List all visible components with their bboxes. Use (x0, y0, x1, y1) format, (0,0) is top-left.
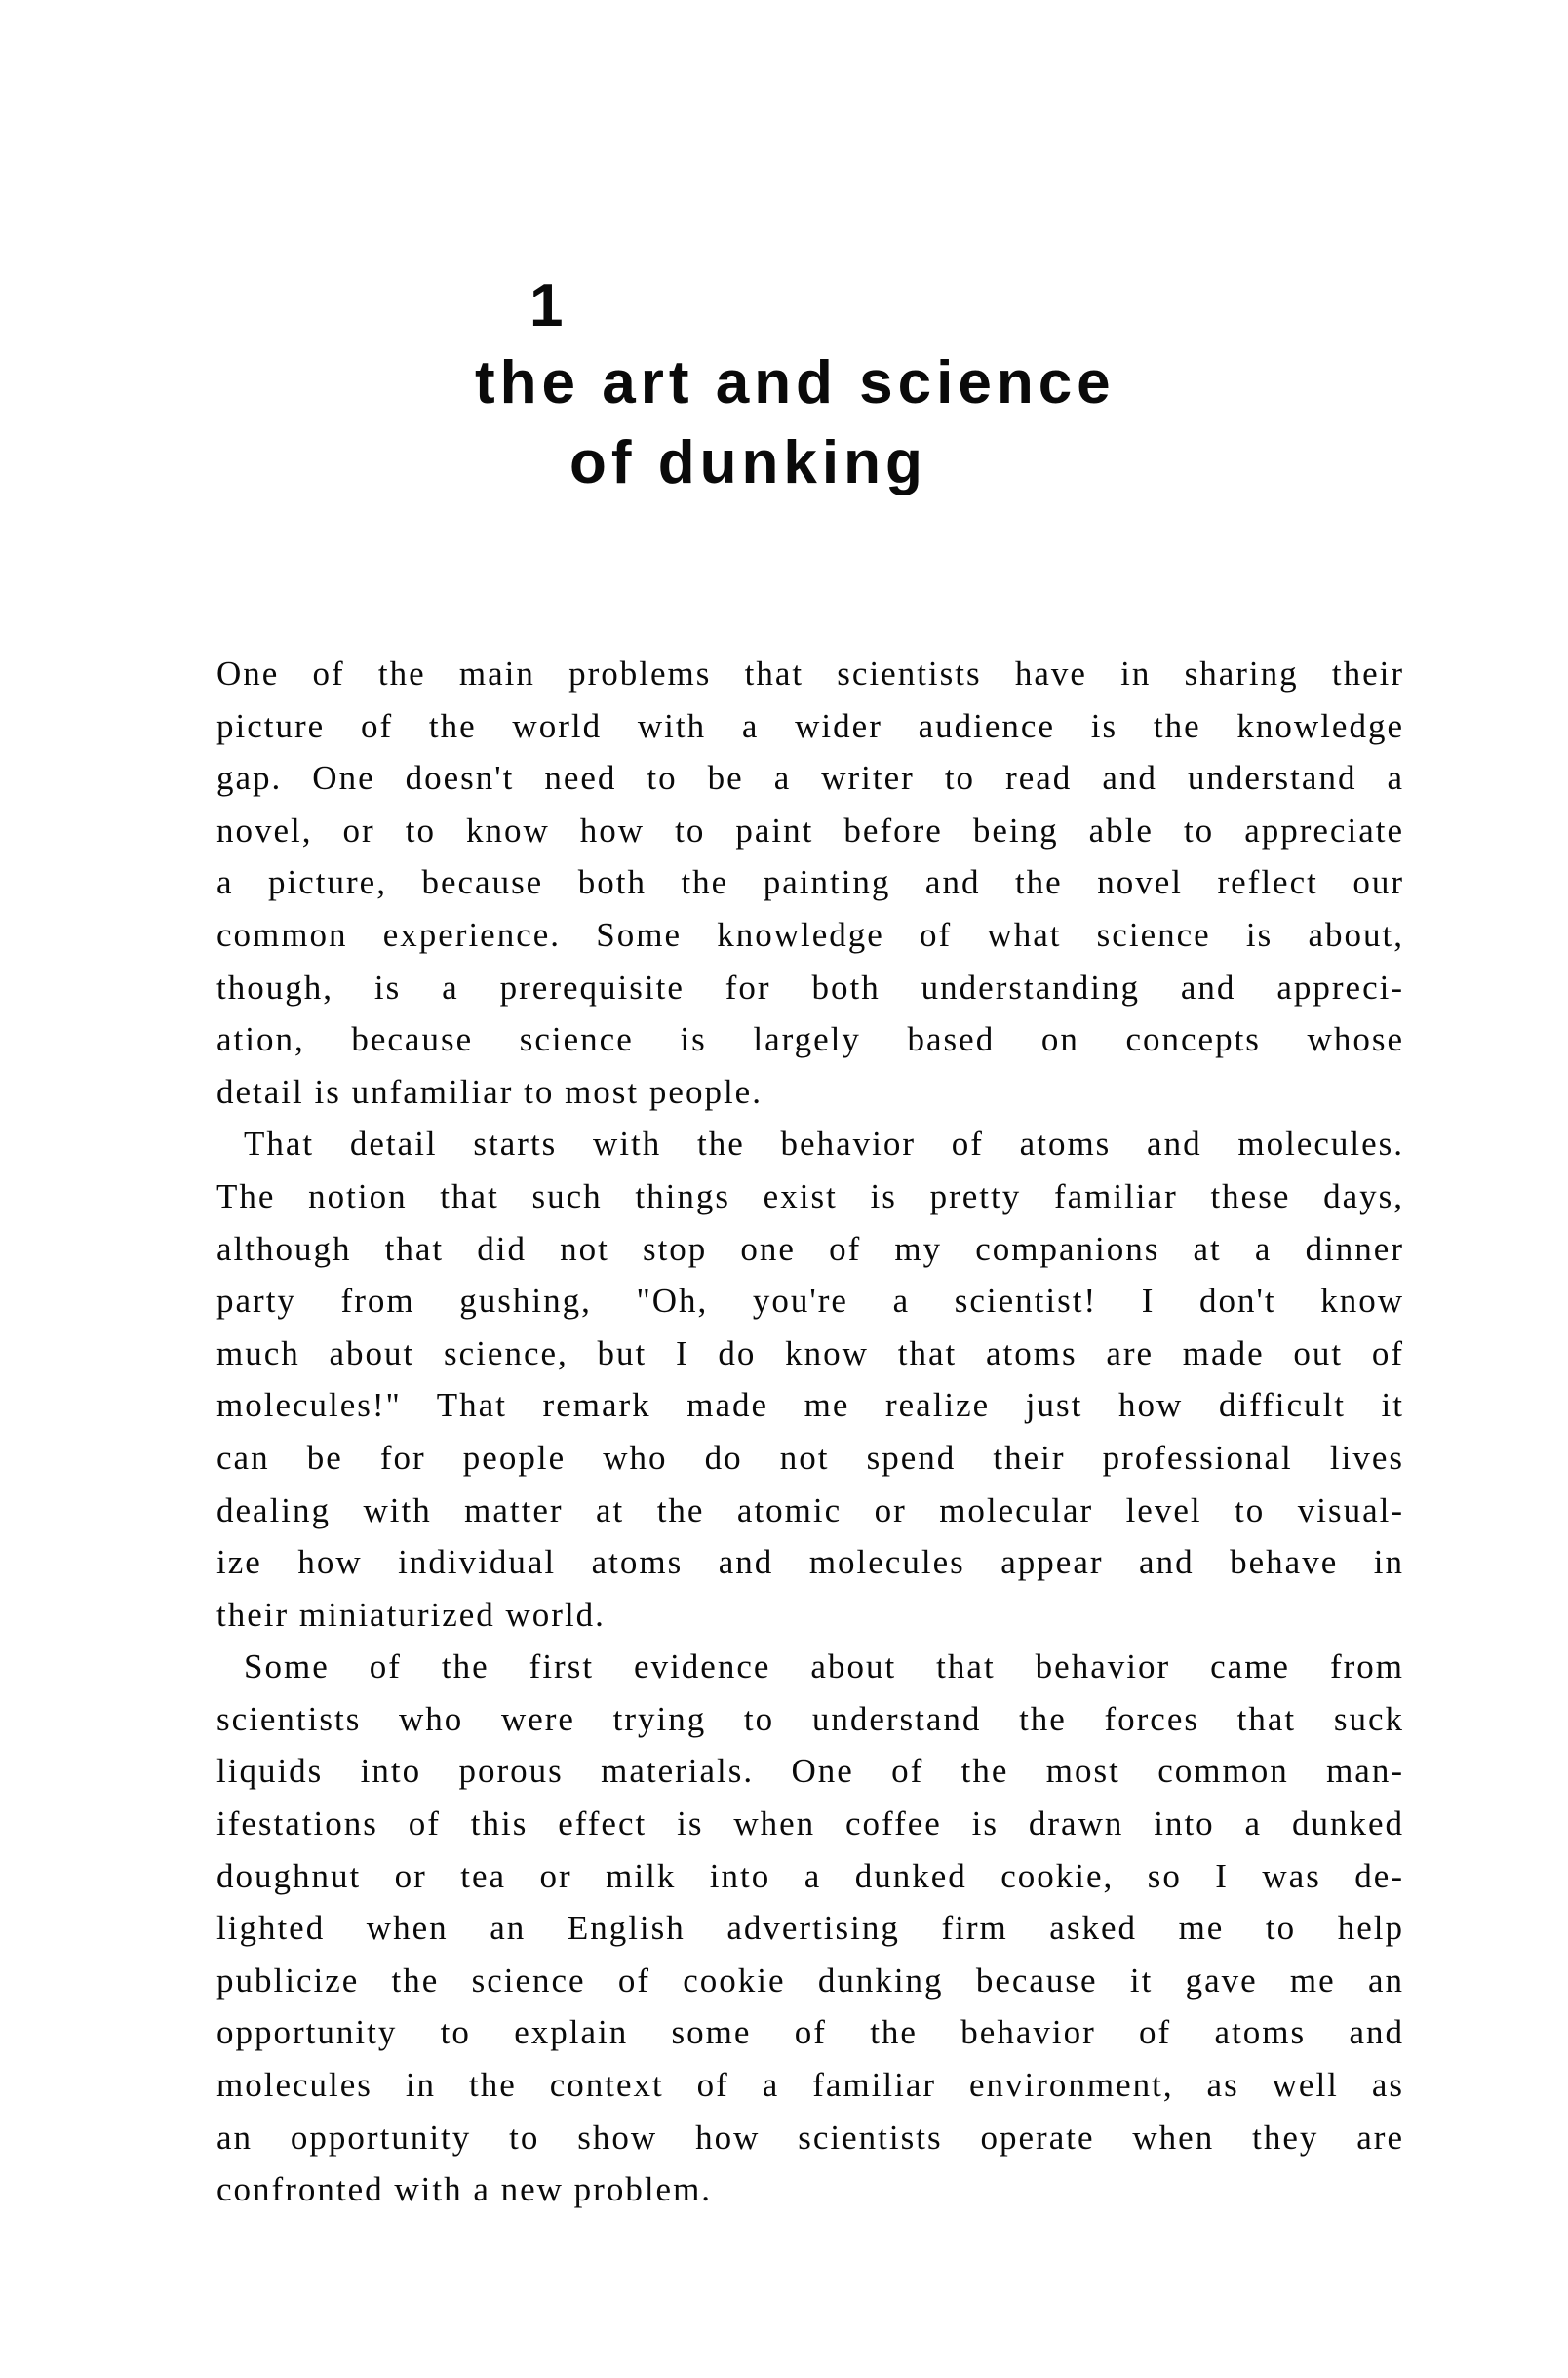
text-line: publicize the science of cookie dunking because it gave me an (216, 1961, 1404, 2000)
text-line: liquids into porous materials. One of the most common man- (216, 1752, 1404, 1791)
text-line: party from gushing, "Oh, you're a scientist! I don't know (216, 1282, 1404, 1321)
text-line: a picture, because both the painting and the novel reflect our (216, 863, 1404, 902)
paragraph (216, 1118, 1404, 1641)
text-line: common experience. Some knowledge of what science is about, (216, 915, 1404, 954)
text-line: though, is a prerequisite for both understanding and appreci- (216, 968, 1404, 1007)
text-line: their miniaturized world. (216, 1595, 606, 1634)
text-line: although that did not stop one of my companions at a dinner (216, 1229, 1404, 1268)
paragraph (216, 1641, 1404, 2216)
text-line: doughnut or tea or milk into a dunked cookie, so I was de- (216, 1856, 1404, 1895)
text-line: scientists who were trying to understand the forces that suck (216, 1699, 1404, 1738)
paragraph (216, 648, 1404, 1118)
text-line: confronted with a new problem. (216, 2170, 713, 2209)
text-line: Some of the first evidence about that behavior came from (244, 1647, 1404, 1686)
text-line: molecules in the context of a familiar environment, as well as (216, 2066, 1404, 2105)
text-line: an opportunity to show how scientists operate when they are (216, 2118, 1404, 2157)
text-line: novel, or to know how to paint before being able to appreciate (216, 811, 1404, 850)
text-line: picture of the world with a wider audience is the knowledge (216, 706, 1404, 745)
text-line: ifestations of this effect is when coffee is drawn into a dunked (216, 1804, 1404, 1843)
text-line: One of the main problems that scientists have in sharing their (216, 654, 1404, 693)
chapter-title-line: the art and science (475, 349, 1116, 416)
text-line: opportunity to explain some of the behavior of atoms and (216, 2013, 1404, 2052)
text-line: much about science, but I do know that atoms are made out of (216, 1333, 1404, 1372)
text-line: can be for people who do not spend their professional lives (216, 1438, 1404, 1477)
text-line: gap. One doesn't need to be a writer to read and understand a (216, 759, 1404, 798)
chapter-number: 1 (529, 272, 564, 339)
chapter-title (475, 343, 1157, 503)
text-line: lighted when an English advertising firm asked me to help (216, 1909, 1404, 1948)
text-line: detail is unfamiliar to most people. (216, 1072, 763, 1111)
text-line: dealing with matter at the atomic or molecular level to visual- (216, 1490, 1404, 1529)
text-line: ize how individual atoms and molecules appear and behave in (216, 1543, 1404, 1582)
text-line: ation, because science is largely based on concepts whose (216, 1020, 1404, 1059)
text-line: molecules!" That remark made me realize just how difficult it (216, 1386, 1404, 1425)
text-line: The notion that such things exist is pretty familiar these days, (216, 1176, 1404, 1215)
chapter-title-line: of dunking (569, 429, 927, 496)
body-text (216, 648, 1404, 2216)
text-line: That detail starts with the behavior of atoms and molecules. (244, 1125, 1404, 1164)
